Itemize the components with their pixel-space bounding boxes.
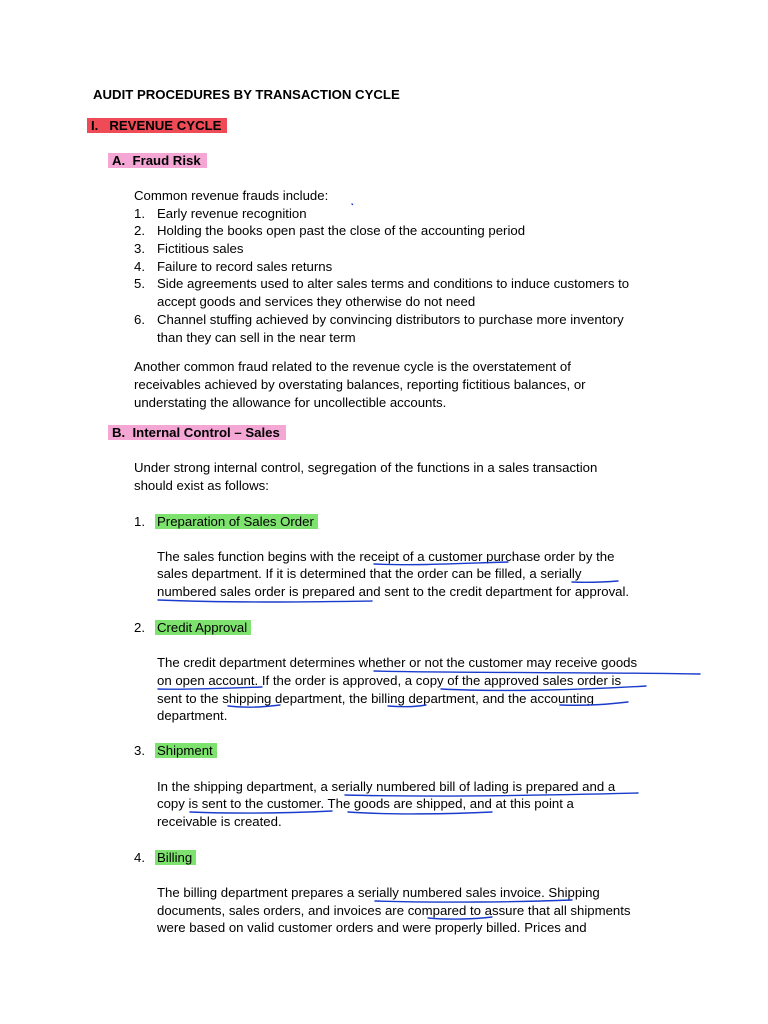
step-title-preparation-of-sales-order: Preparation of Sales Order: [155, 513, 318, 531]
list-number: 6.: [134, 312, 145, 327]
step-number: 3.: [134, 743, 145, 758]
paragraph-line: were based on valid customer orders and were properly billed. Prices and: [157, 920, 587, 935]
section-label: REVENUE CYCLE: [109, 118, 222, 133]
subsection-label: Internal Control – Sales: [132, 425, 280, 440]
paragraph-line: receivables achieved by overstating balances, reporting fictitious balances, or: [134, 377, 586, 392]
paragraph-line: copy is sent to the customer. The goods are shipped, and at this point a: [157, 796, 574, 811]
subsection-heading-internal-control: [108, 424, 286, 442]
fraud-intro: Common revenue frauds include:: [134, 188, 329, 203]
paragraph-line: department.: [157, 708, 228, 723]
step-title-shipment: Shipment: [155, 742, 217, 760]
section-heading-revenue-cycle: [87, 117, 227, 135]
subsection-label: Fraud Risk: [132, 153, 201, 168]
subsection-letter: A.: [112, 153, 126, 168]
paragraph-line: numbered sales order is prepared and sent to the credit department for approval.: [157, 584, 630, 599]
list-item-continuation: accept goods and services they otherwise do not need: [157, 294, 476, 309]
step-number: 4.: [134, 850, 145, 865]
list-item: Early revenue recognition: [157, 206, 307, 221]
ink-dot: [352, 204, 353, 205]
paragraph-line: understating the allowance for uncollectible accounts.: [134, 395, 447, 410]
list-number: 3.: [134, 241, 145, 256]
list-item: Holding the books open past the close of the accounting period: [157, 223, 526, 238]
step-title-credit-approval: Credit Approval: [155, 619, 251, 637]
list-number: 5.: [134, 276, 145, 291]
list-item: Failure to record sales returns: [157, 259, 333, 274]
paragraph-line: In the shipping department, a serially numbered bill of lading is prepared and a: [157, 779, 616, 794]
list-item-continuation: than they can sell in the near term: [157, 330, 356, 345]
list-item: Channel stuffing achieved by convincing distributors to purchase more inventory: [157, 312, 624, 327]
paragraph-line: Another common fraud related to the revenue cycle is the overstatement of: [134, 359, 571, 374]
section-numeral: I.: [91, 118, 99, 133]
list-number: 4.: [134, 259, 145, 274]
paragraph-line: sales department. If it is determined that the order can be filled, a serially: [157, 566, 582, 581]
subsection-heading-fraud-risk: [108, 152, 207, 170]
paragraph-line: on open account. If the order is approved, a copy of the approved sales order is: [157, 673, 622, 688]
document-title: AUDIT PROCEDURES BY TRANSACTION CYCLE: [93, 87, 400, 102]
step-title-billing: Billing: [155, 849, 196, 867]
paragraph-line: The credit department determines whether or not the customer may receive goods: [157, 655, 638, 670]
paragraph-line: The billing department prepares a serially numbered sales invoice. Shipping: [157, 885, 600, 900]
step-number: 2.: [134, 620, 145, 635]
list-item: Fictitious sales: [157, 241, 244, 256]
list-number: 2.: [134, 223, 145, 238]
step-number: 1.: [134, 514, 145, 529]
paragraph-line: should exist as follows:: [134, 478, 269, 493]
paragraph-line: sent to the shipping department, the billing department, and the accounting: [157, 691, 594, 706]
paragraph-line: Under strong internal control, segregation of the functions in a sales transaction: [134, 460, 598, 475]
paragraph-line: documents, sales orders, and invoices are compared to assure that all shipments: [157, 903, 631, 918]
paragraph-line: The sales function begins with the receipt of a customer purchase order by the: [157, 549, 615, 564]
subsection-letter: B.: [112, 425, 126, 440]
list-number: 1.: [134, 206, 145, 221]
list-item: Side agreements used to alter sales terms and conditions to induce customers to: [157, 276, 630, 291]
paragraph-line: receivable is created.: [157, 814, 282, 829]
